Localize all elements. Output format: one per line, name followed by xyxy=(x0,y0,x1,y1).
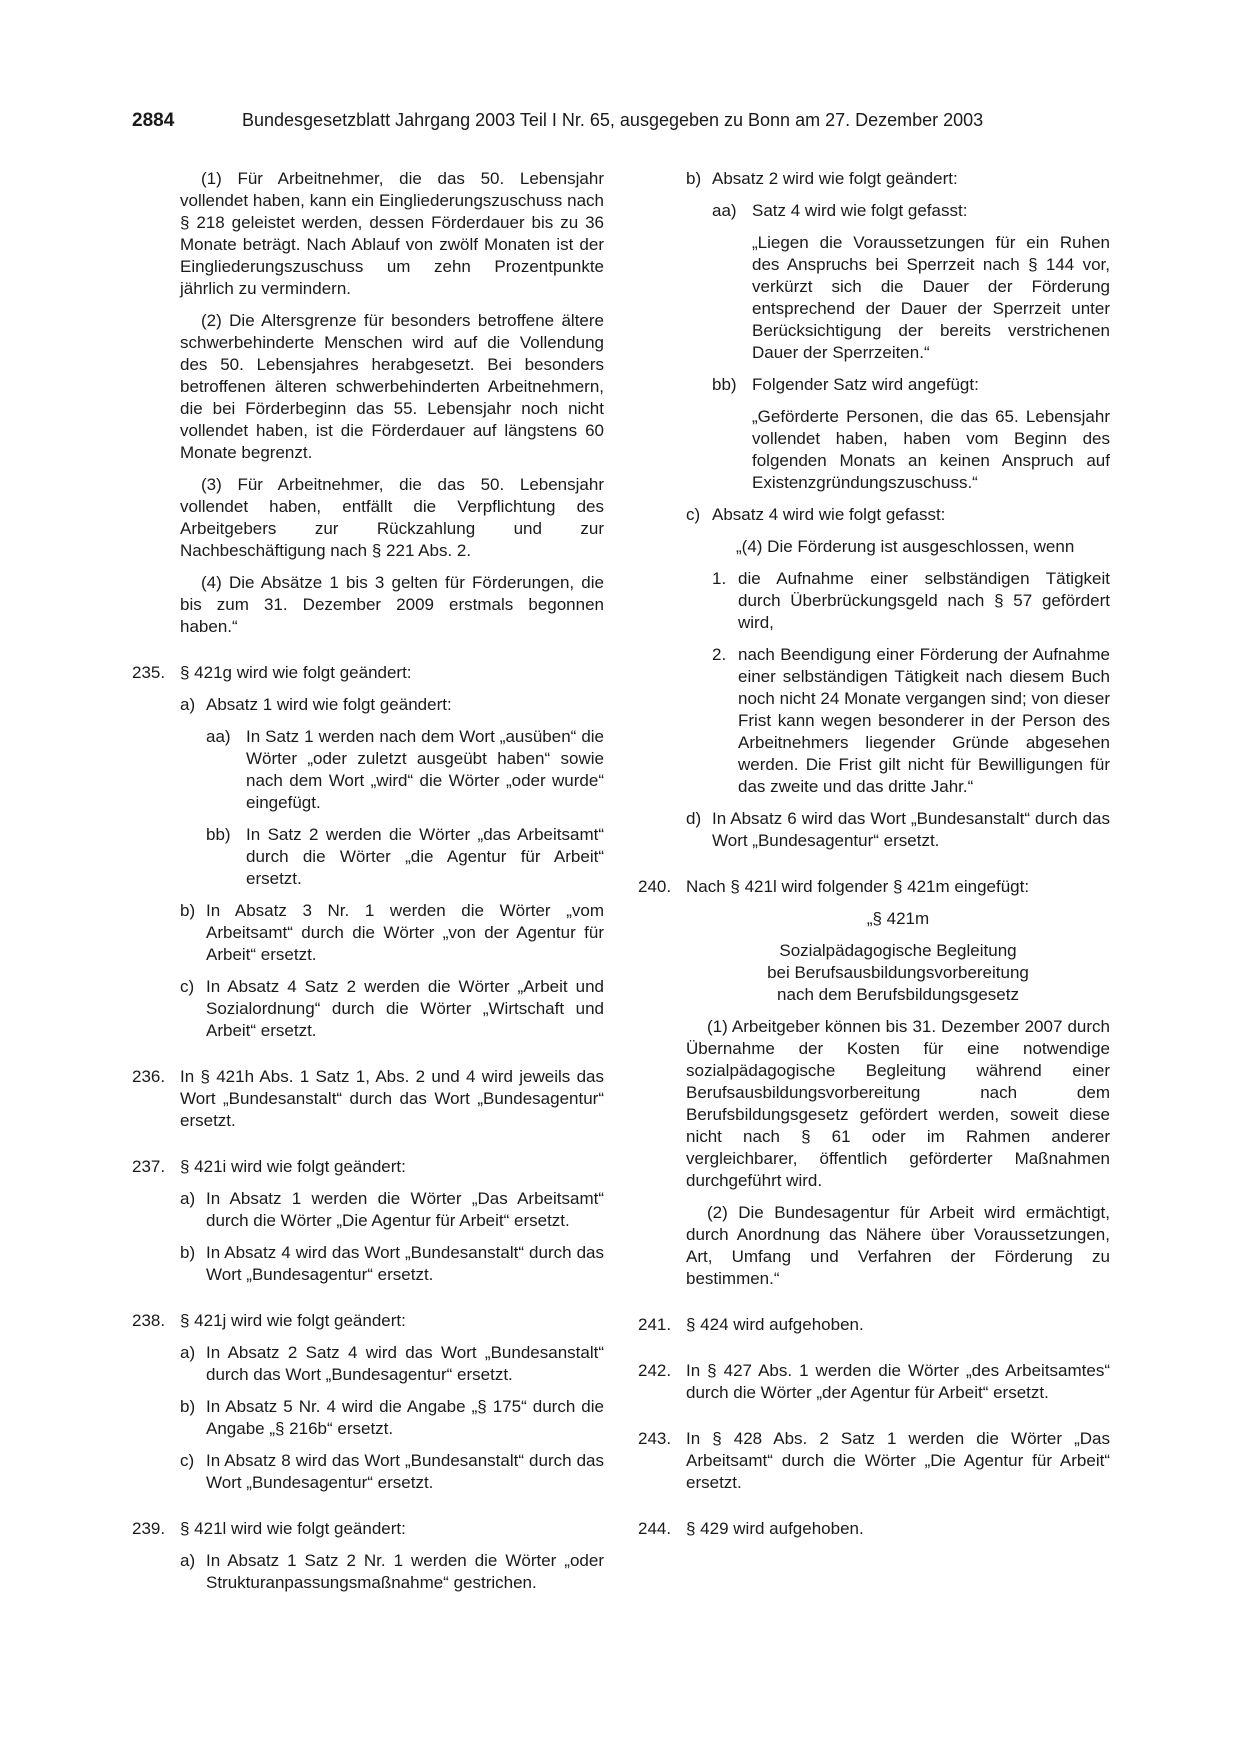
section-number: „§ 421m xyxy=(866,909,930,928)
sub-text: Satz 4 wird wie folgt gefasst: xyxy=(752,201,968,220)
letter-text: In Absatz 1 werden die Wörter „Das Arbeitsamt“ durch die Wörter „Die Agentur für Arbeit“ ersetzt. xyxy=(206,1189,604,1230)
item-238-b xyxy=(180,1396,604,1440)
item-text: § 424 wird aufgehoben. xyxy=(686,1315,864,1334)
item-241 xyxy=(638,1314,1110,1336)
right-column xyxy=(638,168,1110,1550)
quoted-sentence: „Liegen die Voraussetzungen für ein Ruhen des Anspruchs bei Sperrzeit nach § 144 vor, verkürzt sich die Dauer der Förderung entsprechend der Dauer der Sperrzeit unter Berücksichtigung der bereits verstrichenen Dauer der Sperrzeiten.“ xyxy=(752,233,1110,362)
item-text: § 421l wird wie folgt geändert: xyxy=(180,1519,406,1538)
section-paragraph-2: (2) Die Bundesagentur für Arbeit wird ermächtigt, durch Anordnung das Nähere über Voraussetzungen, Art, Umfang und Verfahren der Förderung zu bestimmen.“ xyxy=(686,1203,1110,1288)
item-239-b xyxy=(686,168,1110,852)
letter-text: In Absatz 4 wird das Wort „Bundesanstalt“ durch das Wort „Bundesagentur“ ersetzt. xyxy=(206,1243,604,1284)
letter-label: c) xyxy=(180,1451,195,1470)
letter-label: a) xyxy=(180,1189,196,1208)
item-number: 243. xyxy=(638,1429,672,1448)
item-number: 238. xyxy=(132,1311,166,1330)
letter-label: c) xyxy=(180,977,195,996)
letter-label: b) xyxy=(686,169,702,188)
item-238 xyxy=(132,1310,604,1332)
left-column xyxy=(132,168,604,1604)
letter-text: In Absatz 5 Nr. 4 wird die Angabe „§ 175“ durch die Angabe „§ 216b“ ersetzt. xyxy=(206,1397,604,1438)
item-text: § 429 wird aufgehoben. xyxy=(686,1519,864,1538)
item-text: In § 427 Abs. 1 werden die Wörter „des Arbeitsamtes“ durch die Wörter „der Agentur für Arbeit“ ersetzt. xyxy=(686,1361,1110,1402)
item-number: 241. xyxy=(638,1315,672,1334)
letter-text: Absatz 1 wird wie folgt geändert: xyxy=(206,695,452,714)
item-243 xyxy=(638,1428,1110,1494)
letter-text: In Absatz 1 Satz 2 Nr. 1 werden die Wörter „oder Strukturanpassungsmaßnahme“ gestrichen. xyxy=(206,1551,604,1592)
item-number: 240. xyxy=(638,877,672,896)
paragraph-4: (4) Die Absätze 1 bis 3 gelten für Förderungen, die bis zum 31. Dezember 2009 erstmals begonnen haben.“ xyxy=(180,573,604,636)
letter-text: In Absatz 4 Satz 2 werden die Wörter „Arbeit und Sozialordnung“ durch die Wörter „Wirtschaft und Arbeit“ ersetzt. xyxy=(206,977,604,1040)
page-number: 2884 xyxy=(132,110,175,131)
number-label: 1. xyxy=(712,569,727,588)
letter-text: In Absatz 8 wird das Wort „Bundesanstalt“ durch das Wort „Bundesagentur“ ersetzt. xyxy=(206,1451,604,1492)
sub-text: In Satz 2 werden die Wörter „das Arbeitsamt“ durch die Wörter „die Agentur für Arbeit“ ersetzt. xyxy=(246,825,604,888)
section-heading-line-2: bei Berufsausbildungsvorbereitung xyxy=(767,963,1029,982)
sub-text: Folgender Satz wird angefügt: xyxy=(752,375,979,394)
number-text: die Aufnahme einer selbständigen Tätigkeit durch Überbrückungsgeld nach § 57 gefördert wird, xyxy=(738,569,1110,632)
letter-label: b) xyxy=(180,1397,196,1416)
item-237-a xyxy=(180,1188,604,1232)
letter-text: In Absatz 2 Satz 4 wird das Wort „Bundesanstalt“ durch das Wort „Bundesagentur“ ersetzt. xyxy=(206,1343,604,1384)
sub-text: In Satz 1 werden nach dem Wort „ausüben“ die Wörter „oder zuletzt ausgeübt haben“ sowie nach dem Wort „wird“ die Wörter „oder wurde“ eingefügt. xyxy=(246,727,604,812)
letter-label: a) xyxy=(180,695,196,714)
sub-label: bb) xyxy=(712,375,737,394)
sub-label: aa) xyxy=(712,201,737,220)
item-240 xyxy=(638,876,1110,898)
letter-label: a) xyxy=(180,1343,196,1362)
quoted-paragraph: „(4) Die Förderung ist ausgeschlossen, wenn xyxy=(736,537,1075,556)
item-235-c xyxy=(180,976,604,1042)
page-header xyxy=(132,110,1112,140)
running-title: Bundesgesetzblatt Jahrgang 2003 Teil I Nr. 65, ausgegeben zu Bonn am 27. Dezember 2003 xyxy=(242,110,984,130)
number-text: nach Beendigung einer Förderung der Aufnahme einer selbständigen Tätigkeit nach diesem Buch noch nicht 24 Monate vergangen sind; von dieser Frist kann wegen besonderer in der Person des Arbeitnehmers liegender Gründe abgesehen werden. Die Frist gilt nicht für Bewilligungen für das zweite und das dritte Jahr.“ xyxy=(738,645,1110,796)
item-235 xyxy=(132,662,604,684)
letter-label: b) xyxy=(180,901,196,920)
letter-label: c) xyxy=(686,505,701,524)
item-244 xyxy=(638,1518,1110,1540)
item-text: § 421i wird wie folgt geändert: xyxy=(180,1157,406,1176)
item-235-a xyxy=(180,694,604,716)
item-number: 235. xyxy=(132,663,166,682)
letter-text: In Absatz 3 Nr. 1 werden die Wörter „vom Arbeitsamt“ durch die Wörter „von der Agentur für Arbeit“ ersetzt. xyxy=(206,901,604,964)
section-421m xyxy=(686,908,1110,1290)
quoted-sentence: „Geförderte Personen, die das 65. Lebensjahr vollendet haben, haben vom Beginn des folgenden Monats an keinen Anspruch auf Existenzgründungszuschuss.“ xyxy=(752,407,1110,492)
letter-label: a) xyxy=(180,1551,196,1570)
item-236 xyxy=(132,1066,604,1132)
paragraph-2: (2) Die Altersgrenze für besonders betroffene ältere schwerbehinderte Menschen wird auf die Vollendung des 50. Lebensjahres herabgesetzt. Bei besonders betroffenen älteren schwerbehinderten Arbeitnehmern, die bei Förderbeginn das 55. Lebensjahr noch nicht vollendet haben, ist die Förderdauer auf längstens 60 Monate begrenzt. xyxy=(180,311,604,462)
item-235-a-aa xyxy=(206,726,604,814)
item-text: In § 428 Abs. 2 Satz 1 werden die Wörter „Das Arbeitsamt“ durch die Wörter „Die Agentur für Arbeit“ ersetzt. xyxy=(686,1429,1110,1492)
letter-label: d) xyxy=(686,809,702,828)
item-238-a xyxy=(180,1342,604,1386)
item-239 xyxy=(132,1518,604,1540)
item-text: § 421g wird wie folgt geändert: xyxy=(180,663,412,682)
section-heading-line-3: nach dem Berufsbildungsgesetz xyxy=(777,985,1019,1004)
sub-label: bb) xyxy=(206,825,231,844)
letter-label: b) xyxy=(180,1243,196,1262)
number-label: 2. xyxy=(712,645,727,664)
item-237 xyxy=(132,1156,604,1178)
item-237-b xyxy=(180,1242,604,1286)
item-number: 236. xyxy=(132,1067,166,1086)
paragraph-1: (1) Für Arbeitnehmer, die das 50. Lebensjahr vollendet haben, kann ein Eingliederungszuschuss nach § 218 geleistet werden, dessen Förderdauer bis zu 36 Monate beträgt. Nach Ablauf von zwölf Monaten ist der Eingliederungszuschuss um zehn Prozentpunkte jährlich zu vermindern. xyxy=(180,169,604,298)
section-paragraph-1: (1) Arbeitgeber können bis 31. Dezember 2007 durch Übernahme der Kosten für eine notwendige sozialpädagogische Begleitung während einer Berufsausbildungsvorbereitung nach dem Berufsbildungsgesetz gefördert werden, soweit diese nicht nach § 61 oder im Rahmen anderer vergleichbarer, öffentlich geförderter Maßnahmen durchgeführt wird. xyxy=(686,1017,1110,1190)
item-235-b xyxy=(180,900,604,966)
item-text: § 421j wird wie folgt geändert: xyxy=(180,1311,406,1330)
item-number: 239. xyxy=(132,1519,166,1538)
item-239-a xyxy=(180,1550,604,1594)
letter-text: Absatz 2 wird wie folgt geändert: xyxy=(712,169,958,188)
letter-text: In Absatz 6 wird das Wort „Bundesanstalt“ durch das Wort „Bundesagentur“ ersetzt. xyxy=(712,809,1110,850)
paragraph-3: (3) Für Arbeitnehmer, die das 50. Lebensjahr vollendet haben, entfällt die Verpflichtung des Arbeitgebers zur Rückzahlung und zur Nachbeschäftigung nach § 221 Abs. 2. xyxy=(180,475,604,560)
item-number: 242. xyxy=(638,1361,672,1380)
item-238-c xyxy=(180,1450,604,1494)
item-242 xyxy=(638,1360,1110,1404)
item-number: 244. xyxy=(638,1519,672,1538)
section-heading-line-1: Sozialpädagogische Begleitung xyxy=(779,941,1017,960)
sub-label: aa) xyxy=(206,727,231,746)
item-text: In § 421h Abs. 1 Satz 1, Abs. 2 und 4 wird jeweils das Wort „Bundesanstalt“ durch das Wort „Bundesagentur“ ersetzt. xyxy=(180,1067,604,1130)
letter-text: Absatz 4 wird wie folgt gefasst: xyxy=(712,505,946,524)
item-number: 237. xyxy=(132,1157,166,1176)
item-235-a-bb xyxy=(206,824,604,890)
item-text: Nach § 421l wird folgender § 421m eingefügt: xyxy=(686,877,1030,896)
